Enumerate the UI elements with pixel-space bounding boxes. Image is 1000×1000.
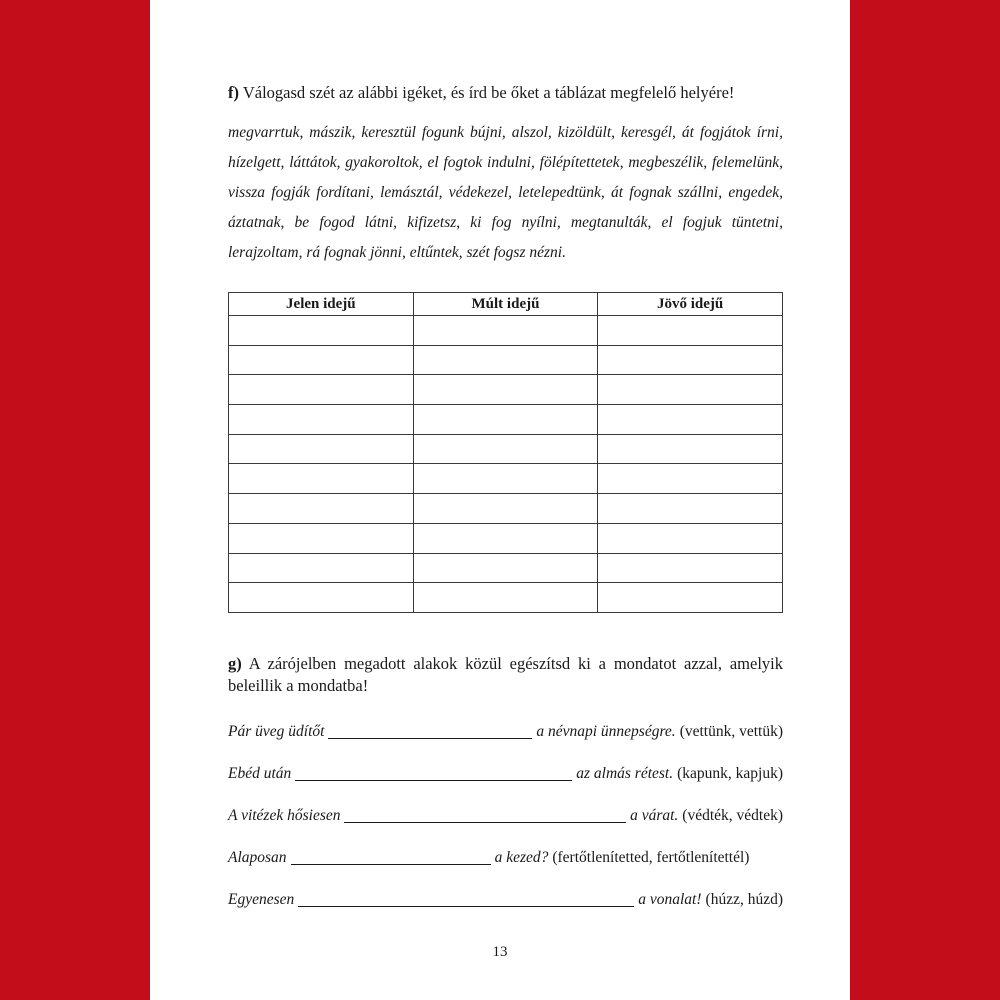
table-row (229, 464, 783, 494)
sentence-before: Ebéd után (228, 765, 292, 782)
sentence-after: a várat. (630, 807, 679, 824)
answer-cell[interactable] (598, 553, 783, 583)
task-f-instruction (228, 82, 783, 104)
table-row (229, 553, 783, 583)
answer-cell[interactable] (598, 316, 783, 346)
answer-cell[interactable] (413, 316, 598, 346)
answer-cell[interactable] (413, 583, 598, 613)
sentence-1 (228, 721, 783, 743)
answer-cell[interactable] (598, 494, 783, 524)
workbook-page (150, 0, 850, 1000)
answer-cell[interactable] (598, 434, 783, 464)
table-row (229, 316, 783, 346)
table-body (229, 316, 783, 613)
sentence-2 (228, 763, 783, 785)
task-f-letter: f) (228, 83, 239, 102)
sentence-before: Alaposan (228, 849, 287, 866)
task-f-text: Válogasd szét az alábbi igéket, és írd be őket a táblázat megfelelő helyére! (242, 83, 735, 102)
answer-cell[interactable] (413, 375, 598, 405)
answer-cell[interactable] (229, 405, 414, 435)
answer-cell[interactable] (229, 345, 414, 375)
answer-cell[interactable] (598, 583, 783, 613)
answer-cell[interactable] (413, 494, 598, 524)
answer-cell[interactable] (598, 375, 783, 405)
table-header-row (229, 293, 783, 316)
task-g-text: A zárójelben megadott alakok közül egészítsd ki a mondatot azzal, amelyik beleillik a mondatba! (228, 654, 783, 695)
answer-blank[interactable] (344, 807, 626, 823)
table-row (229, 494, 783, 524)
table-row (229, 375, 783, 405)
answer-cell[interactable] (598, 464, 783, 494)
answer-cell[interactable] (229, 523, 414, 553)
sentence-after: a névnapi ünnepségre. (536, 723, 676, 740)
task-g-instruction (228, 653, 783, 697)
sentence-options: (vettünk, vettük) (679, 723, 783, 740)
sentence-4 (228, 847, 783, 869)
answer-cell[interactable] (229, 583, 414, 613)
answer-cell[interactable] (413, 464, 598, 494)
answer-cell[interactable] (229, 553, 414, 583)
answer-cell[interactable] (229, 494, 414, 524)
sentence-after: a vonalat! (638, 891, 702, 908)
table-row (229, 523, 783, 553)
sentence-3 (228, 805, 783, 827)
sentence-before: A vitézek hősiesen (228, 807, 341, 824)
sentence-options: (fertőtlenítetted, fertőtlenítettél) (552, 849, 750, 866)
sentence-5 (228, 889, 783, 911)
answer-blank[interactable] (291, 849, 491, 865)
answer-cell[interactable] (413, 345, 598, 375)
task-g-letter: g) (228, 654, 242, 673)
page-number: 13 (492, 944, 508, 960)
answer-cell[interactable] (598, 405, 783, 435)
answer-cell[interactable] (598, 345, 783, 375)
answer-cell[interactable] (413, 405, 598, 435)
verb-list: megvarrtuk, mászik, keresztül fogunk bújni, alszol, kizöldült, keresgél, át fogjátok írni, hízelgett, láttátok, gyakoroltok, el fogtok indulni, fölépítettetek, megbeszélik, felemelünk, vissza fogják fordítani, lemásztál, védekezel, letelepedtünk, át fognak szállni, engedek, áztatnak, be fogod látni, kifizetsz, ki fog nyílni, megtanulták, el fogjuk tüntetni, lerajzoltam, rá fognak jönni, eltűntek, szét fogsz nézni. (228, 124, 783, 261)
table-row (229, 405, 783, 435)
sentence-options: (védték, védtek) (682, 807, 783, 824)
answer-cell[interactable] (413, 523, 598, 553)
table-row (229, 583, 783, 613)
header-future: Jövő idejű (598, 293, 783, 316)
answer-blank[interactable] (298, 891, 634, 907)
tense-table (228, 292, 783, 613)
answer-cell[interactable] (413, 553, 598, 583)
answer-cell[interactable] (229, 316, 414, 346)
sentence-after: az almás rétest. (576, 765, 674, 782)
sentence-after: a kezed? (494, 849, 549, 866)
answer-cell[interactable] (598, 523, 783, 553)
answer-blank[interactable] (328, 723, 532, 739)
header-past: Múlt idejű (413, 293, 598, 316)
header-present: Jelen idejű (229, 293, 414, 316)
answer-cell[interactable] (229, 375, 414, 405)
sentence-before: Pár üveg üdítőt (228, 723, 325, 740)
sentence-before: Egyenesen (228, 891, 295, 908)
answer-cell[interactable] (229, 434, 414, 464)
answer-blank[interactable] (295, 765, 572, 781)
sentence-options: (kapunk, kapjuk) (677, 765, 783, 782)
answer-cell[interactable] (413, 434, 598, 464)
answer-cell[interactable] (229, 464, 414, 494)
table-row (229, 434, 783, 464)
table-row (229, 345, 783, 375)
sentence-options: (húzz, húzd) (705, 891, 783, 908)
